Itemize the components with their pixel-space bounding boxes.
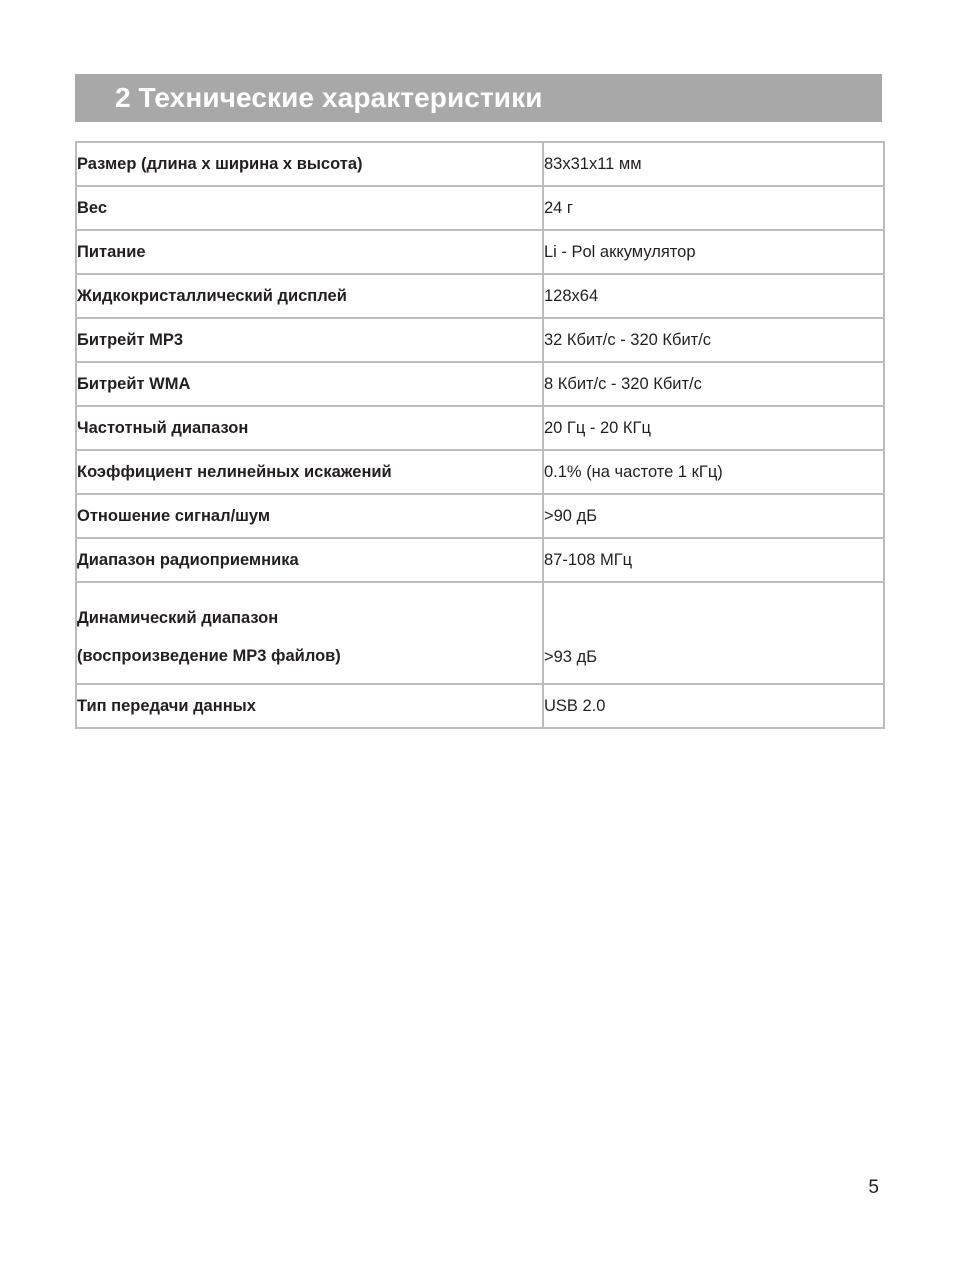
spec-name-cell: Отношение сигнал/шум: [76, 494, 543, 538]
spec-value-cell: Li - Pol аккумулятор: [543, 230, 884, 274]
spec-value-cell: >93 дБ: [543, 582, 884, 684]
spec-value-cell: 20 Гц - 20 КГц: [543, 406, 884, 450]
spec-name-cell: Размер (длина х ширина х высота): [76, 142, 543, 186]
specifications-table: [75, 141, 885, 729]
spec-name-cell: Диапазон радиоприемника: [76, 538, 543, 582]
spec-value-cell: 0.1% (на частоте 1 кГц): [543, 450, 884, 494]
table-row: [76, 142, 884, 186]
spec-value-cell: >90 дБ: [543, 494, 884, 538]
chapter-heading-bar: [75, 74, 882, 122]
table-row: [76, 450, 884, 494]
spec-name-cell: Вес: [76, 186, 543, 230]
spec-value-cell: 24 г: [543, 186, 884, 230]
spec-value-cell: 83х31х11 мм: [543, 142, 884, 186]
specifications-table-container: [75, 141, 879, 729]
table-row: [76, 186, 884, 230]
table-row: [76, 230, 884, 274]
table-row: [76, 684, 884, 728]
table-row: [76, 582, 884, 684]
spec-value-cell: USB 2.0: [543, 684, 884, 728]
spec-name-line-2: (воспроизведение MP3 файлов): [77, 647, 341, 665]
page-title: 2 Технические характеристики: [115, 82, 543, 113]
spec-name-cell: Битрейт MP3: [76, 318, 543, 362]
spec-value-cell: 128х64: [543, 274, 884, 318]
specifications-table-body: [76, 142, 884, 728]
spec-value-cell: 32 Кбит/с - 320 Кбит/с: [543, 318, 884, 362]
spec-name-cell: Тип передачи данных: [76, 684, 543, 728]
spec-name-cell: Битрейт WMA: [76, 362, 543, 406]
spec-name-line-1: Динамический диапазон: [77, 609, 279, 628]
spec-name-cell: Жидкокристаллический дисплей: [76, 274, 543, 318]
table-row: [76, 274, 884, 318]
spec-name-cell: Частотный диапазон: [76, 406, 543, 450]
table-row: [76, 406, 884, 450]
spec-value-cell: 8 Кбит/с - 320 Кбит/с: [543, 362, 884, 406]
spec-name-cell: Питание: [76, 230, 543, 274]
table-row: [76, 318, 884, 362]
spec-name-cell: [76, 582, 543, 684]
page-number: 5: [868, 1177, 879, 1198]
table-row: [76, 494, 884, 538]
spec-name-cell: Коэффициент нелинейных искажений: [76, 450, 543, 494]
table-row: [76, 538, 884, 582]
spec-value-cell: 87-108 МГц: [543, 538, 884, 582]
table-row: [76, 362, 884, 406]
